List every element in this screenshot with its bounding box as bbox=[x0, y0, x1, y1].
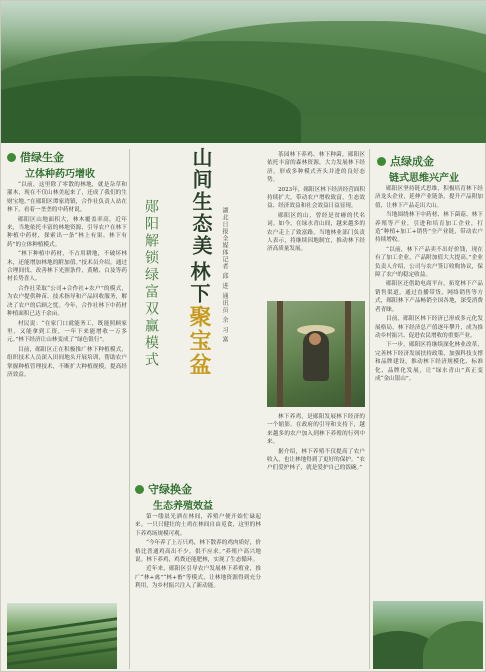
byline: 湖北日报全媒体记者 邱 进 通讯员 余 习 富 bbox=[221, 207, 228, 344]
article-column-left bbox=[7, 181, 127, 599]
section-tag-dianlvchengjin: 点绿成金 bbox=[377, 153, 434, 169]
paragraph: “今年养了上万只鸡，林下散养的鸡肉质好，价格比普通鸡高出不少，供不应求。”养殖户高兴地说。林下养鸡，鸡粪还能肥林，实现了生态循环。 bbox=[135, 540, 261, 564]
paragraph: 郧阳区还借助电商平台，拓宽林下产品销售渠道。通过直播带货、网络销售等方式，郧阳林下产品畅销全国各地，深受消费者青睐。 bbox=[375, 281, 483, 313]
leaf-icon bbox=[377, 157, 386, 166]
column-divider bbox=[369, 149, 370, 669]
farm-photo bbox=[7, 603, 117, 669]
subtitle: 郧阳解锁绿富双赢模式 bbox=[143, 199, 159, 369]
paragraph: 郧阳区坚持链式思维，积极培育林下经济龙头企业，延伸产业链条，提升产品附加值，让林下产品走出大山。 bbox=[375, 186, 483, 209]
paragraph: 2023年，郧阳区林下经济经营面积持续扩大，带动农户增收致富，生态效益、经济效益和社会效益日益显现。 bbox=[267, 186, 365, 210]
article-column-mid-bottom bbox=[135, 513, 261, 669]
leaf-icon bbox=[135, 485, 144, 494]
paragraph: 据介绍，林下养殖不仅提高了农户收入，也让林地得到了更好的保护。“农户们爱护林子，就是爱护自己的饭碗。” bbox=[267, 448, 365, 472]
paragraph: 下一步，郧阳区将继续深化林业改革，完善林下经济发展扶持政策，加强科技支撑和品牌建设，推动林下经济规模化、标准化、品牌化发展，让“绿水青山”真正变成“金山银山”。 bbox=[375, 342, 483, 382]
headline-line1: 山间生态美 bbox=[189, 147, 213, 257]
paragraph: 合作社采取“公司+合作社+农户”的模式，为农户提供种苗、技术指导和产品回收服务，解决了农户的后顾之忧。今年，合作社林下中药材种植面积已达千余亩。 bbox=[7, 285, 127, 318]
article-column-mid-top bbox=[267, 151, 365, 297]
paragraph: 郧阳区的山，曾经是贫瘠的代名词。如今，在绿水青山间，越来越多的农户走上了致富路。当地林业部门负责人表示，将继续因地制宜，推动林下经济高质量发展。 bbox=[267, 212, 365, 253]
headline-prefix: 林下 bbox=[187, 261, 211, 305]
section-subhead: 生态养殖效益 bbox=[153, 501, 213, 512]
section-subhead: 链式思维兴产业 bbox=[389, 173, 459, 184]
paragraph: 第一缕晨光洒在林间，养殖户便开始忙碌起来。一只只健壮的土鸡在林间自由觅食，这里的林下养鸡场规模可观。 bbox=[135, 514, 261, 537]
mountain-photo bbox=[1, 1, 486, 143]
paragraph: 当地围绕林下中药材、林下菌菇、林下养殖等产业，引进和培育加工企业，打造“种植+加工+销售”全产业链，带动农户持续增收。 bbox=[375, 212, 483, 244]
paragraph: 目前，郧阳区林下经济已形成多元化发展格局，林下经济总产值逐年攀升，成为推动乡村振兴、促进农民增收的重要产业。 bbox=[375, 316, 483, 339]
section-tag-jielvshengjin: 借绿生金 bbox=[7, 149, 64, 165]
leaf-icon bbox=[7, 153, 16, 162]
paragraph: “以前，林下产品卖不出好价钱，现在有了加工企业，产品附加值大大提高。”企业负责人介绍，公司与农户签订收购协议，保障了农户的稳定收益。 bbox=[375, 246, 483, 279]
section-subhead: 立体种药巧增收 bbox=[25, 169, 95, 180]
paragraph: 近年来，郧阳区引导农户发展林下养殖业，推广“林+禽”“林+畜”等模式，让林地资源得到充分利用，为乡村振兴注入了新动能。 bbox=[135, 566, 261, 590]
paragraph: 茶园林下养鸡、林下种菌，郧阳区依托丰富的森林资源，大力发展林下经济，形成多种模式齐头并进的良好态势。 bbox=[267, 152, 365, 184]
forest-photo bbox=[373, 601, 483, 669]
article-column-mid-right bbox=[267, 413, 365, 669]
paragraph: “以前，这里除了零散的林地，就是杂草和灌木，现在不仅山林美起来了，还成了我们的生财宝地。”在郧阳区谭家湾镇，合作社负责人站在林下，看着一垄垄的中药材说。 bbox=[7, 182, 127, 214]
section-tag-shoulvhuanjin: 守绿换金 bbox=[135, 481, 192, 497]
headline-gold-text: 聚宝盆 bbox=[186, 305, 212, 377]
paragraph: “林下种植中药材，不占用耕地，不破坏林木，还能增加林地的附加值。”技术员介绍，通过合理间伐、改善林下光照条件，黄精、白及等药材长势喜人。 bbox=[7, 251, 127, 283]
paragraph: 林下养鸡，是郧阳发展林下经济的一个缩影。在政府的引导和支持下，越来越多的农户加入到林下养殖的行列中来。 bbox=[267, 414, 365, 446]
paragraph: 郧阳区山地面积大，林木覆盖率高。近年来，当地依托丰富的林地资源，引导农户在林下种植中药材，探索出一条“林上有果、林下有药”的立体种植模式。 bbox=[7, 216, 127, 248]
article-column-right bbox=[375, 185, 483, 597]
farmer-photo bbox=[267, 301, 365, 407]
paragraph: 村民说：“在家门口就能务工，既能照顾家里，又能拿到工资，一年下来能增收一万多元。”林下经济让山林变成了“绿色银行”。 bbox=[7, 320, 127, 344]
headline-line2 bbox=[171, 261, 211, 377]
paragraph: 目前，郧阳区正在积极推广林下种植模式，组织技术人员深入田间地头开展培训，帮助农户掌握种植管理技术，不断扩大种植规模，提高经济效益。 bbox=[7, 346, 127, 378]
column-divider bbox=[129, 149, 130, 669]
